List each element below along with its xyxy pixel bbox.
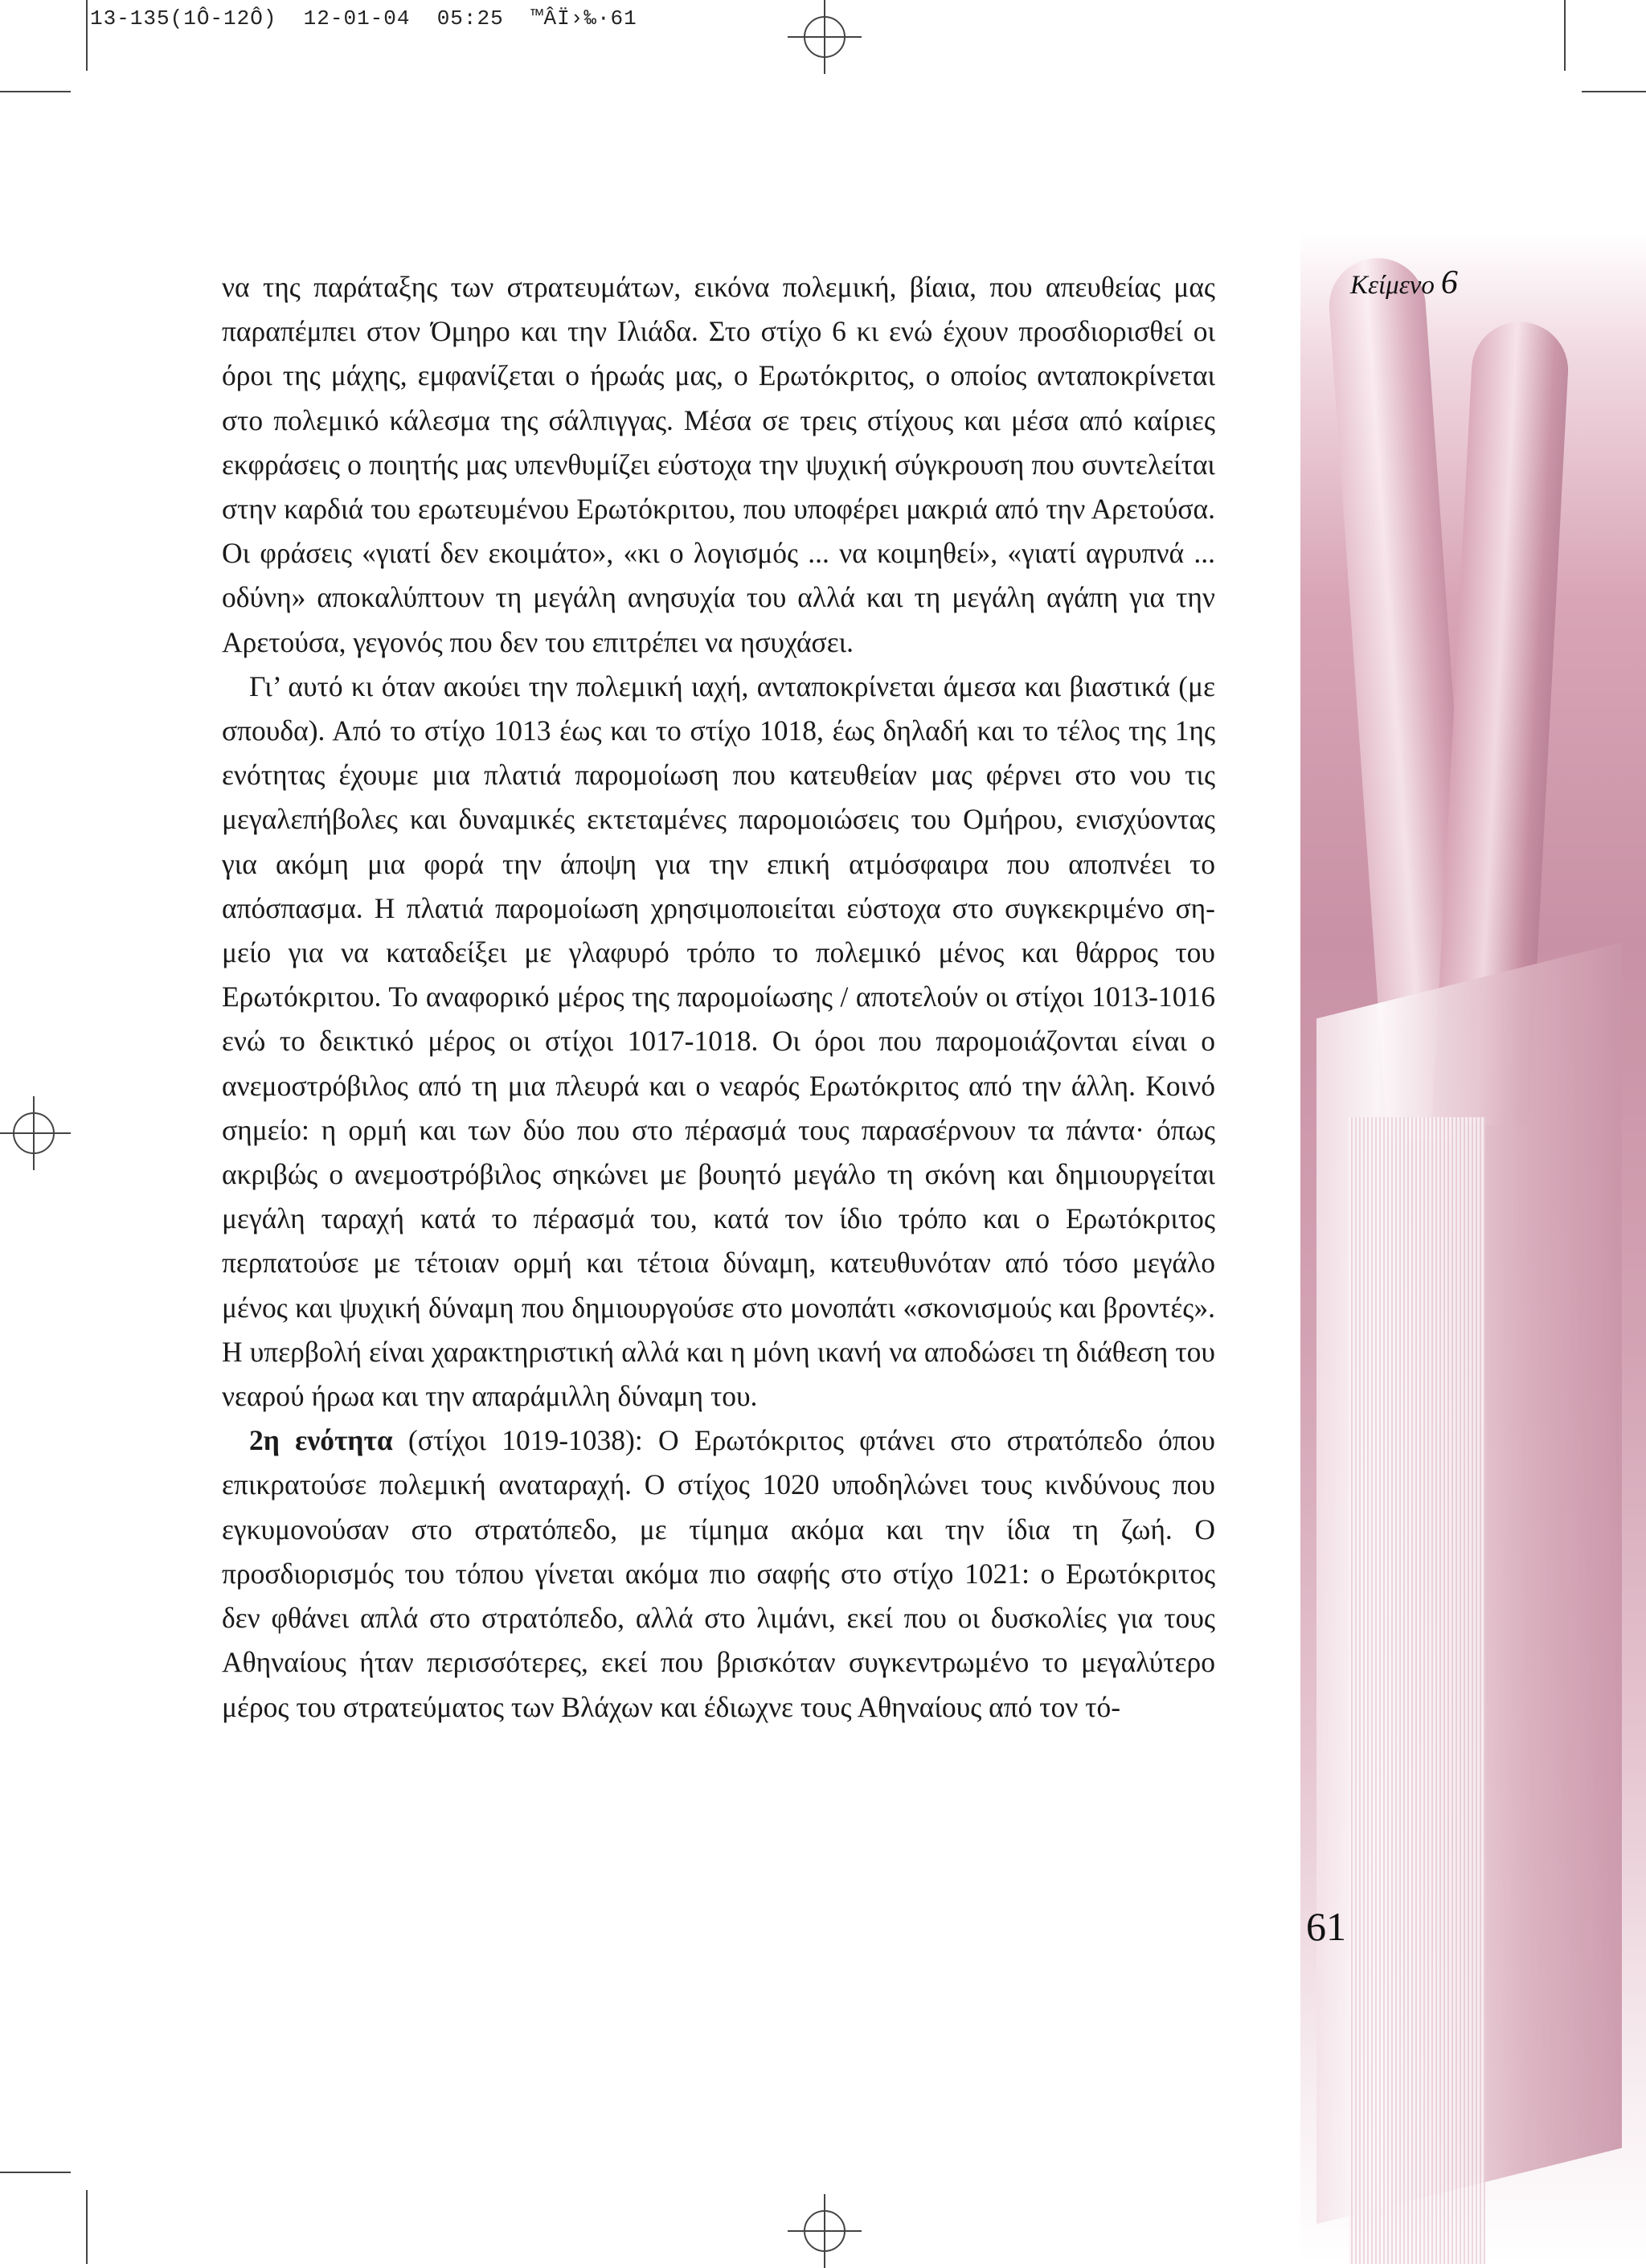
crop-mark-top-left-v bbox=[86, 0, 88, 71]
body-text bbox=[222, 265, 1215, 1730]
registration-mark-bottom bbox=[804, 2210, 846, 2252]
slug-date: 12-01-04 bbox=[303, 6, 411, 31]
crop-mark-top-right-h bbox=[1582, 91, 1646, 92]
running-head-number: 6 bbox=[1440, 264, 1458, 301]
page-number: 61 bbox=[1306, 1904, 1346, 1949]
paragraph: Γι’ αυτό κι όταν ακούει την πολεμική ιαχή, ανταποκρίνεται άμεσα και βιαστικά (με σπουδα). Από το στίχο 1013 έως και το στίχο 1018, έως δηλαδή και το τέλος της 1ης ενότητας έχουμε μια πλατιά παρομοίωση που κατευθείαν μας φέρνει στο νου τις μεγαλεπήβολες και δυναμικές εκτεταμένες παρομοιώσεις του Ομήρου, ενισχύοντας για ακόμη μια φορά την άποψη για την επική ατμόσφαιρα που αποπνέει το απόσπασμα. Η πλατιά παρομοίωση χρησιμοποιείται εύστοχα στο συγκεκριμένο σημείο για να καταδείξει με γλαφυρό τρόπο το πολεμικό μένος και θάρρος του Ερωτόκριτου. Το αναφορικό μέρος της παρομοίωσης / αποτελούν οι στίχοι 1013-1016 ενώ το δεικτικό μέρος οι στίχοι 1017-1018. Οι όροι που παρομοιάζονται είναι ο ανεμοστρόβιλος από τη μια πλευρά και ο νεαρός Ερωτόκριτος από την άλλη. Κοινό σημείο: η ορμή και των δύο που στο πέρασμά τους παρασέρνουν τα πάντα· όπως ακριβώς ο ανεμοστρόβιλος σηκώνει με βουητό μεγάλο τη σκόνη και δημιουργείται μεγάλη ταραχή κατά το πέρασμά του, κατά τον ίδιο τρόπο και ο Ερωτόκριτος περπατούσε με τέτοιαν ορμή και τέτοια δύναμη, κατευθυνόταν από τόσο μεγάλο μένος και ψυχική δύναμη που δημιουργούσε στο μονοπάτι «σκονισμούς και βροντές». Η υπερβολή είναι χαρακτηριστική αλλά και η μόνη ικανή να αποδώσει τη διάθεση του νεαρού ήρωα και την απαράμιλλη δύναμη του. bbox=[222, 669, 1215, 1413]
running-head-label: Κείμενο bbox=[1350, 271, 1435, 300]
paragraph: να της παράταξης των στρατευμάτων, εικόνα πολεμική, βίαια, που απευθείας μας παραπέμπει στον Όμηρο και την Ιλιάδα. Στο στίχο 6 κι ενώ έχουν προσδιορισθεί οι όροι της μάχης, εμφανίζεται ο ήρωάς μας, ο Ερωτόκριτος, ο οποίος ανταποκρίνεται στο πολεμικό κάλεσμα της σάλπιγγας. Μέσα σε τρεις στίχους και μέσα από καίριες εκφράσεις ο ποιητής μας υπενθυμίζει εύστοχα την ψυχική σύγκρουση που συντελείται στην καρδιά του ερωτευμένου Ερωτόκριτου, που υποφέρει μακριά από την Αρετούσα. Οι φράσεις «γιατί δεν εκοιμάτο», «κι ο λογισμός ... να κοιμηθεί», «γιατί αγρυπνά ... οδύνη» αποκαλύπτουν τη μεγάλη ανησυχία του αλλά και τη μεγάλη αγάπη για την Αρετούσα, γεγονός που δεν του επιτρέπει να ησυχάσει. bbox=[222, 271, 1215, 658]
crop-mark-bottom-left-h bbox=[0, 2172, 71, 2173]
crop-mark-top-left-h bbox=[0, 91, 71, 92]
book-pages-shape bbox=[1349, 1117, 1485, 2264]
decorative-book-pens-image bbox=[1300, 233, 1646, 2264]
registration-mark-top bbox=[804, 16, 846, 58]
slug-time: 05:25 bbox=[436, 6, 504, 31]
slug-job: 13-135(1Ô-12Ô) bbox=[90, 6, 277, 31]
crop-mark-top-right-v bbox=[1564, 0, 1566, 71]
printer-slug bbox=[90, 6, 637, 31]
section-heading: 2η ενότητα bbox=[249, 1424, 393, 1457]
crop-mark-bottom-left-v bbox=[86, 2190, 88, 2264]
running-head bbox=[1350, 264, 1458, 302]
slug-code: ™ÂÏ›‰·61 bbox=[530, 6, 637, 31]
paragraph: 2η ενότητα (στίχοι 1019-1038): Ο Ερωτόκριτος φτάνει στο στρατόπεδο όπου επικρατούσε πολεμική αναταραχή. Ο στίχος 1020 υποδηλώνει τους κινδύνους που εγκυμονούσαν στο στρατόπεδο, με τίμημα ακόμα και την ίδια τη ζωή. Ο προσδιορισμός του τόπου γίνεται ακόμα πιο σαφής στο στίχο 1021: ο Ερωτόκριτος δεν φθάνει απλά στο στρατόπεδο, αλλά στο λιμάνι, εκεί που οι δυσκολίες για τους Αθηναίους ήταν περισσότερες, εκεί που βρισκόταν συγκεντρωμένο το μεγαλύτερο μέρος του στρατεύματος των Βλάχων και έδιωχνε τους Αθηναίους από τον τό- bbox=[222, 1424, 1216, 1723]
registration-mark-left bbox=[13, 1112, 55, 1154]
